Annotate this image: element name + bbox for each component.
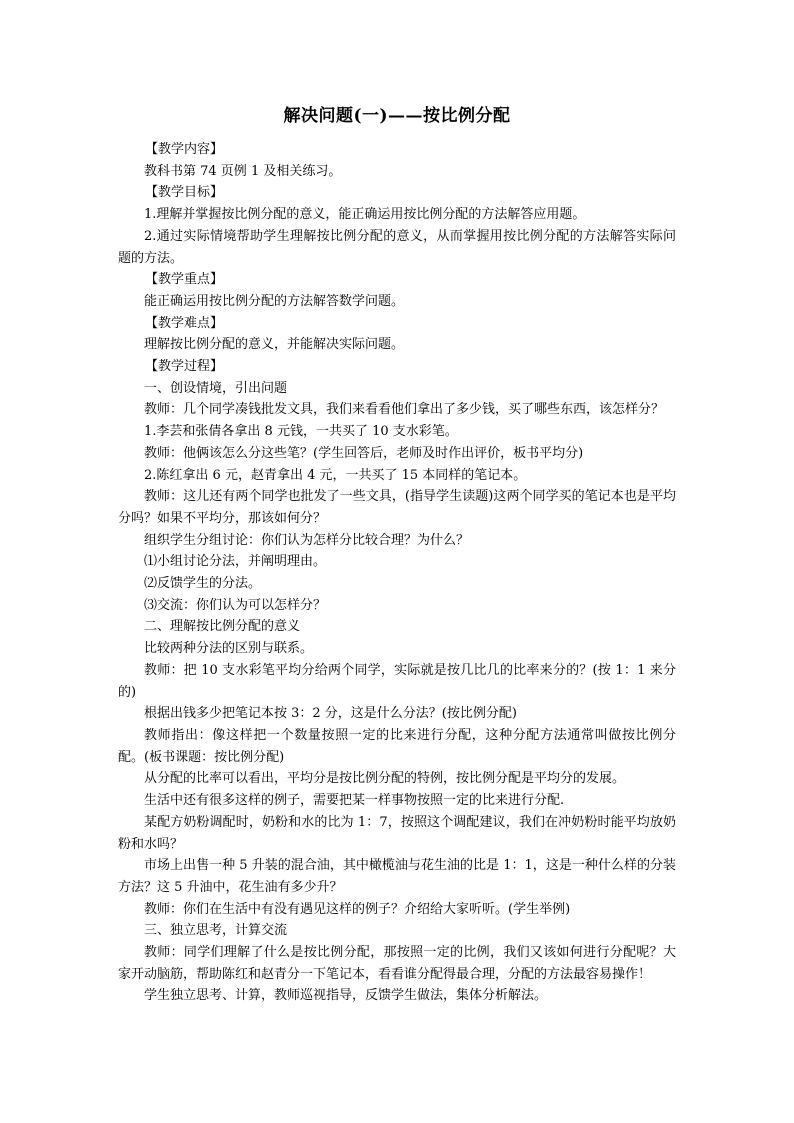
paragraph: 能正确运用按比例分配的方法解答数学问题。 [144,293,405,309]
paragraph: 学生独立思考、计算，教师巡视指导，反馈学生做法，集体分析解法。 [144,988,548,1004]
paragraph: 组织学生分组讨论：你们认为怎样分比较合理？为什么？ [144,532,470,548]
section-heading-process: 【教学过程】 [145,359,224,375]
paragraph: 教师指出：像这样把一个数量按照一定的比来进行分配，这种分配方法通常叫做按比例分配。(板书课题：按比例分配) [118,727,676,765]
subsection-heading: 三、独立思考，计算交流 [144,923,288,939]
section-heading-content: 【教学内容】 [145,142,224,157]
section-heading-key-points: 【教学重点】 [145,272,224,288]
paragraph: 1.李芸和张倩各拿出 8 元钱，一共买了 10 支水彩笔。 [144,424,458,440]
paragraph: 教师：把 10 支水彩笔平均分给两个同学，实际就是按几比几的比率来分的？(按 1：1 来分的) [118,662,676,700]
paragraph: 教师：同学们理解了什么是按比例分配，那按照一定的比例，我们又该如何进行分配呢？大家开动脑筋，帮助陈红和赵青分一下笔记本，看看谁分配得最合理，分配的方法最容易操作！ [118,945,676,982]
paragraph: 某配方奶粉调配时，奶粉和水的比为 1：7，按照这个调配建议，我们在冲奶粉时能平均放奶粉和水吗？ [118,814,676,852]
section-heading-objectives: 【教学目标】 [145,185,224,201]
subsection-heading: 二、理解按比例分配的意义 [144,619,301,635]
paragraph: 根据出钱多少把笔记本按 3：2 分，这是什么分法？(按比例分配) [144,706,517,722]
paragraph: 教师：你们在生活中有没有遇见这样的例子？介绍给大家听听。(学生举例) [144,901,571,917]
paragraph: 理解按比例分配的意义，并能解决实际问题。 [144,337,405,353]
paragraph: 教师：他俩该怎么分这些笔？(学生回答后，老师及时作出评价，板书平均分) [144,445,584,461]
paragraph: 从分配的比率可以看出，平均分是按比例分配的特例，按比例分配是平均分的发展。 [144,771,626,787]
paragraph: 教师：几个同学凑钱批发文具，我们来看看他们拿出了多少钱，买了哪些东西，该怎样分？ [144,402,665,418]
paragraph: ⑶交流：你们认为可以怎样分？ [144,597,327,613]
subsection-heading: 一、创设情境，引出问题 [144,380,288,396]
paragraph: ⑴小组讨论分法，并阐明理由。 [144,554,327,570]
paragraph: 市场上出售一种 5 升装的混合油，其中橄榄油与花生油的比是 1：1，这是一种什么样的分装方法？这 5 升油中，花生油有多少升？ [118,858,676,895]
document-title: 解决问题(一)——按比例分配 [283,106,511,126]
paragraph: 比较两种分法的区别与联系。 [144,641,314,657]
paragraph: ⑵反馈学生的分法。 [144,576,262,592]
paragraph: 生活中还有很多这样的例子，需要把某一样事物按照一定的比来进行分配. [144,793,565,809]
paragraph: 1.理解并掌握按比例分配的意义，能正确运用按比例分配的方法解答应用题。 [144,207,586,223]
paragraph: 2.通过实际情境帮助学生理解按比例分配的意义，从而掌握用按比例分配的方法解答实际问题的方法。 [118,228,676,266]
paragraph: 教师：这儿还有两个同学也批发了一些文具，(指导学生读题)这两个同学买的笔记本也是平均分吗？如果不平均分，那该如何分？ [118,489,676,526]
paragraph: 2.陈红拿出 6 元，赵青拿出 4 元，一共买了 15 本同样的笔记本。 [144,467,527,483]
section-heading-difficulties: 【教学难点】 [145,315,224,331]
document-body [118,139,676,1007]
paragraph: 教科书第 74 页例 1 及相关练习。 [144,163,342,179]
